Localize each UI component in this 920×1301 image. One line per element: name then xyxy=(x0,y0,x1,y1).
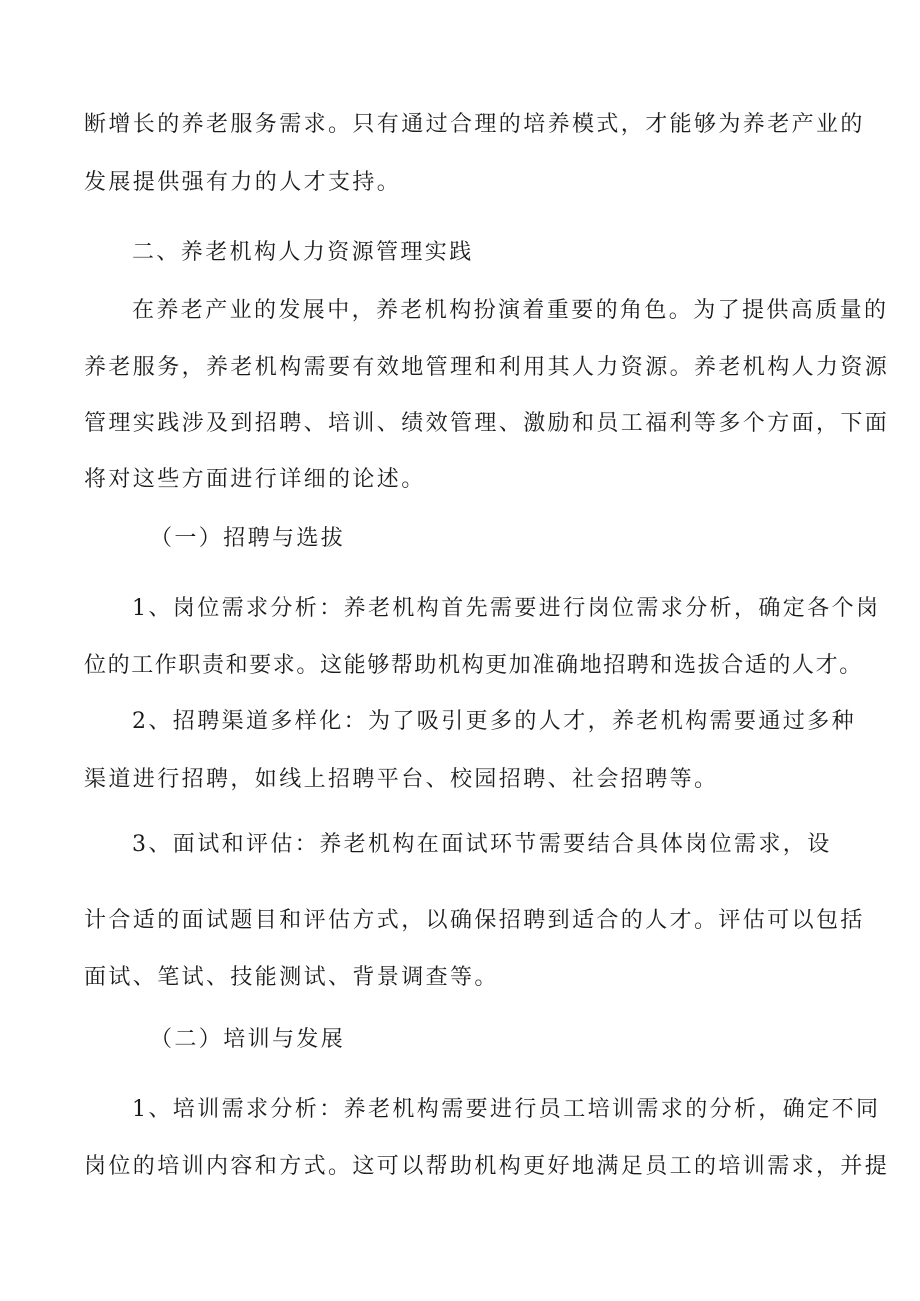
list-item-line: 2、招聘渠道多样化：为了吸引更多的人才，养老机构需要通过多种 xyxy=(132,709,856,734)
paragraph-line: 养老服务，养老机构需要有效地管理和利用其人力资源。养老机构人力资源 xyxy=(84,355,890,380)
paragraph-line: 发展提供强有力的人才支持。 xyxy=(84,170,402,195)
list-item-line: 位的工作职责和要求。这能够帮助机构更加准确地招聘和选拔合适的人才。 xyxy=(84,653,863,678)
subsection-heading: （二）培训与发展 xyxy=(150,1027,346,1052)
list-item-line: 计合适的面试题目和评估方式，以确保招聘到适合的人才。评估可以包括 xyxy=(84,908,865,933)
paragraph-line: 将对这些方面进行详细的论述。 xyxy=(84,467,426,492)
paragraph-line: 管理实践涉及到招聘、培训、绩效管理、激励和员工福利等多个方面，下面 xyxy=(84,411,890,436)
paragraph-line: 断增长的养老服务需求。只有通过合理的培养模式，才能够为养老产业的 xyxy=(84,112,865,137)
list-item-line: 1、岗位需求分析：养老机构首先需要进行岗位需求分析，确定各个岗 xyxy=(132,596,881,621)
list-item-line: 岗位的培训内容和方式。这可以帮助机构更好地满足员工的培训需求，并提 xyxy=(84,1154,890,1179)
paragraph-line: 在养老产业的发展中，养老机构扮演着重要的角色。为了提供高质量的 xyxy=(132,298,889,323)
section-heading: 二、养老机构人力资源管理实践 xyxy=(132,240,474,265)
list-item-line: 3、面试和评估：养老机构在面试环节需要结合具体岗位需求，设 xyxy=(132,832,832,857)
subsection-heading: （一）招聘与选拔 xyxy=(150,526,346,551)
list-item-line: 渠道进行招聘，如线上招聘平台、校园招聘、社会招聘等。 xyxy=(84,767,719,792)
list-item-line: 1、培训需求分析：养老机构需要进行员工培训需求的分析，确定不同 xyxy=(132,1097,881,1122)
list-item-line: 面试、笔试、技能测试、背景调查等。 xyxy=(84,965,499,990)
